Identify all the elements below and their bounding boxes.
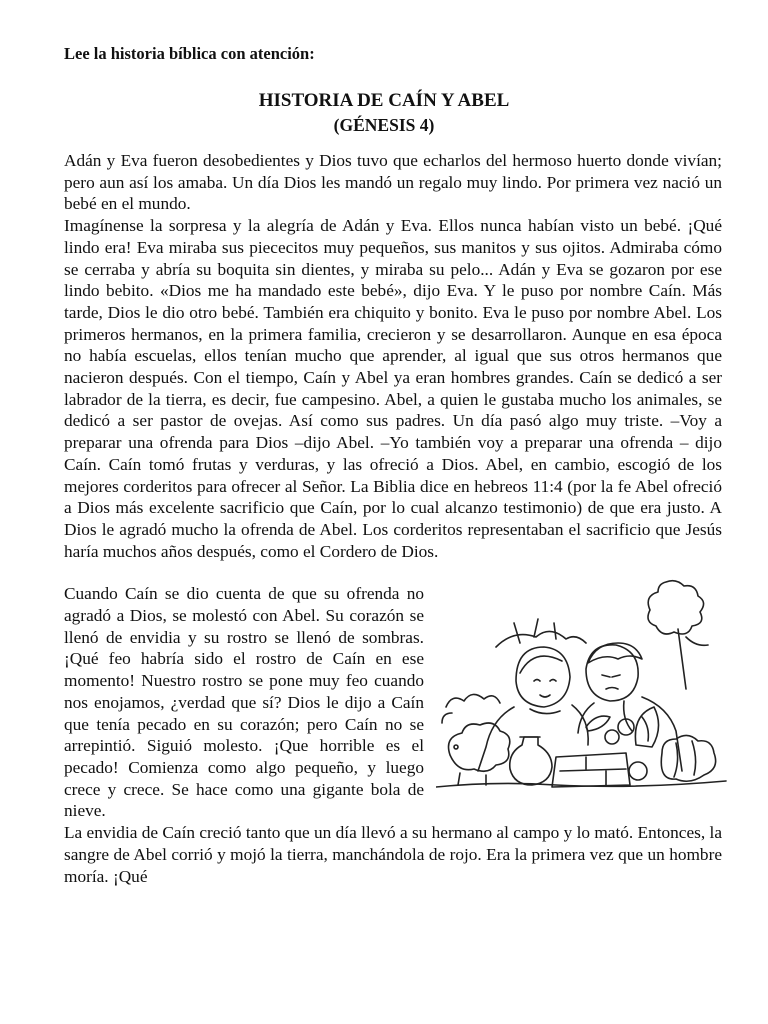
paragraph-1: Adán y Eva fueron desobedientes y Dios tuvo que echarlos del hermoso huerto donde vivían; pero aun así los amaba. Un día Dios les mandó un regalo muy lindo. Por primera vez nació un bebé en el mundo. (64, 151, 722, 214)
paragraph-4: La envidia de Caín creció tanto que un día llevó a su hermano al campo y lo mató. Entonces, la sangre de Abel corrió y mojó la tierra, manchándola de rojo. Era la primera vez que un hombre moría. ¡Qué (64, 823, 722, 886)
story-title: HISTORIA DE CAÍN Y ABEL (258, 90, 510, 111)
cain-abel-illustration (436, 577, 728, 789)
paragraph-3: Cuando Caín se dio cuenta de que su ofrenda no agradó a Dios, se molestó con Abel. Su corazón se llenó de envidia y su rostro se llenó de sombras. ¡Qué feo habría sido el rostro de Caín en ese momento! Nuestro rostro se pone muy feo cuando nos enojamos, ¿verdad que sí? Dios le dijo a Caín que tenía pecado en su corazón; pero Caín no se arrepintió. Siguió molesto. ¡Que horrible es el pecado! Comienza como algo pequeño, y luego crece y crece. Se hace como una gigante bola de nieve. (64, 584, 424, 821)
paragraph-2: Imagínense la sorpresa y la alegría de Adán y Eva. Ellos nunca habían visto un bebé. ¡Qué lindo era! Eva miraba sus piececitos muy pequeños, sus manitos y sus ojitos. Admiraba cómo se cerraba y abría su boquita sin dientes, y miraba su pelo... Adán y Eva se gozaron por ese lindo bebito. «Dios me ha mandado este bebé», dijo Eva. Y le puso por nombre Caín. Más tarde, Dios le dio otro bebé. También era chiquito y bonito. Eva le puso por nombre Abel. Los primeros hermanos, en la primera familia, crecieron y se desarrollaron. Aunque en esa época no había escuelas, ellos tenían mucho que aprender, al igual que sus otros hermanos que nacieron después. Con el tiempo, Caín y Abel ya eran hombres grandes. Caín se dedicó a ser labrador de la tierra, es decir, fue campesino. Abel, a quien le gustaba mucho los animales, se dedicó a ser pastor de ovejas. Así como sus padres. Un día pasó algo muy triste. –Voy a preparar una ofrenda para Dios –dijo Abel. –Yo también voy a preparar una ofrenda – dijo Caín. Caín tomó frutas y verduras, y las ofreció a Dios. Abel, en cambio, escogió de los mejores corderitos para ofrecer al Señor. La Biblia dice en hebreos 11:4 (por la fe Abel ofreció a Dios más excelente sacrificio que Caín, por lo cual alcanzo testimonio) de que era justo. A Dios le agradó mucho la ofrenda de Abel. Los corderitos representaban el sacrificio que Jesús haría muchos años después, como el Cordero de Dios. (64, 216, 722, 561)
instruction-heading: Lee la historia bíblica con atención: (64, 44, 315, 63)
story-body (64, 150, 722, 887)
story-subtitle: (GÉNESIS 4) (333, 115, 435, 135)
